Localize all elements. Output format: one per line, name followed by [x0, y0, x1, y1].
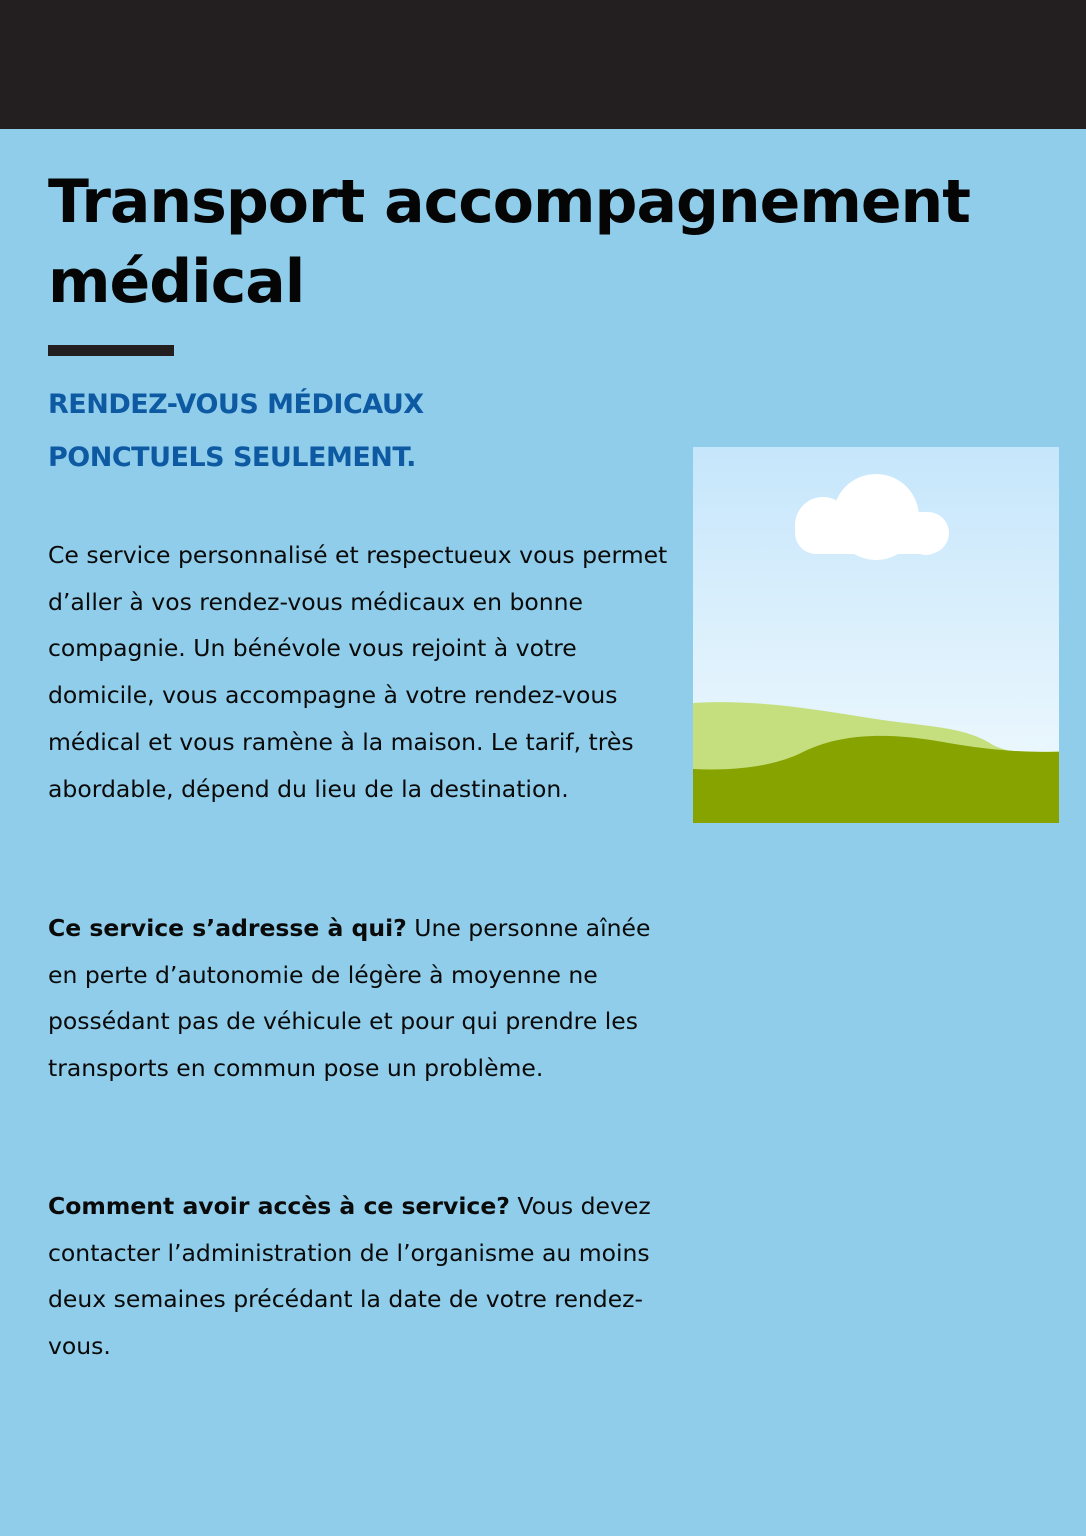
page-title: Transport accompagnement médical — [48, 167, 970, 317]
subtitle-line-2: PONCTUELS SEULEMENT. — [48, 442, 416, 473]
landscape-placeholder-icon — [693, 447, 1059, 823]
access-answer: Vous devez contacter l’administration de l’organisme au moins deux semaines précédant la date de votre rendez-vous. — [48, 1192, 651, 1361]
who-answer: Une personne aînée en perte d’autonomie de légère à moyenne ne possédant pas de véhicule et pour qui prendre les transports en commun pose un problème. — [48, 914, 651, 1083]
who-paragraph — [48, 905, 673, 1092]
access-paragraph — [48, 1183, 673, 1370]
title-divider — [48, 345, 174, 356]
subtitle — [48, 378, 648, 484]
top-bar — [0, 0, 1086, 129]
access-question: Comment avoir accès à ce service? — [48, 1192, 510, 1220]
subtitle-line-1: RENDEZ-VOUS MÉDICAUX — [48, 389, 424, 420]
intro-paragraph: Ce service personnalisé et respectueux vous permet d’aller à vos rendez-vous médicaux en bonne compagnie. Un bénévole vous rejoint à votre domicile, vous accompagne à votre rendez-vous médical et vous ramène à la maison. Le tarif, très abordable, dépend du lieu de la destination. — [48, 541, 668, 803]
who-question: Ce service s’adresse à qui? — [48, 914, 407, 942]
